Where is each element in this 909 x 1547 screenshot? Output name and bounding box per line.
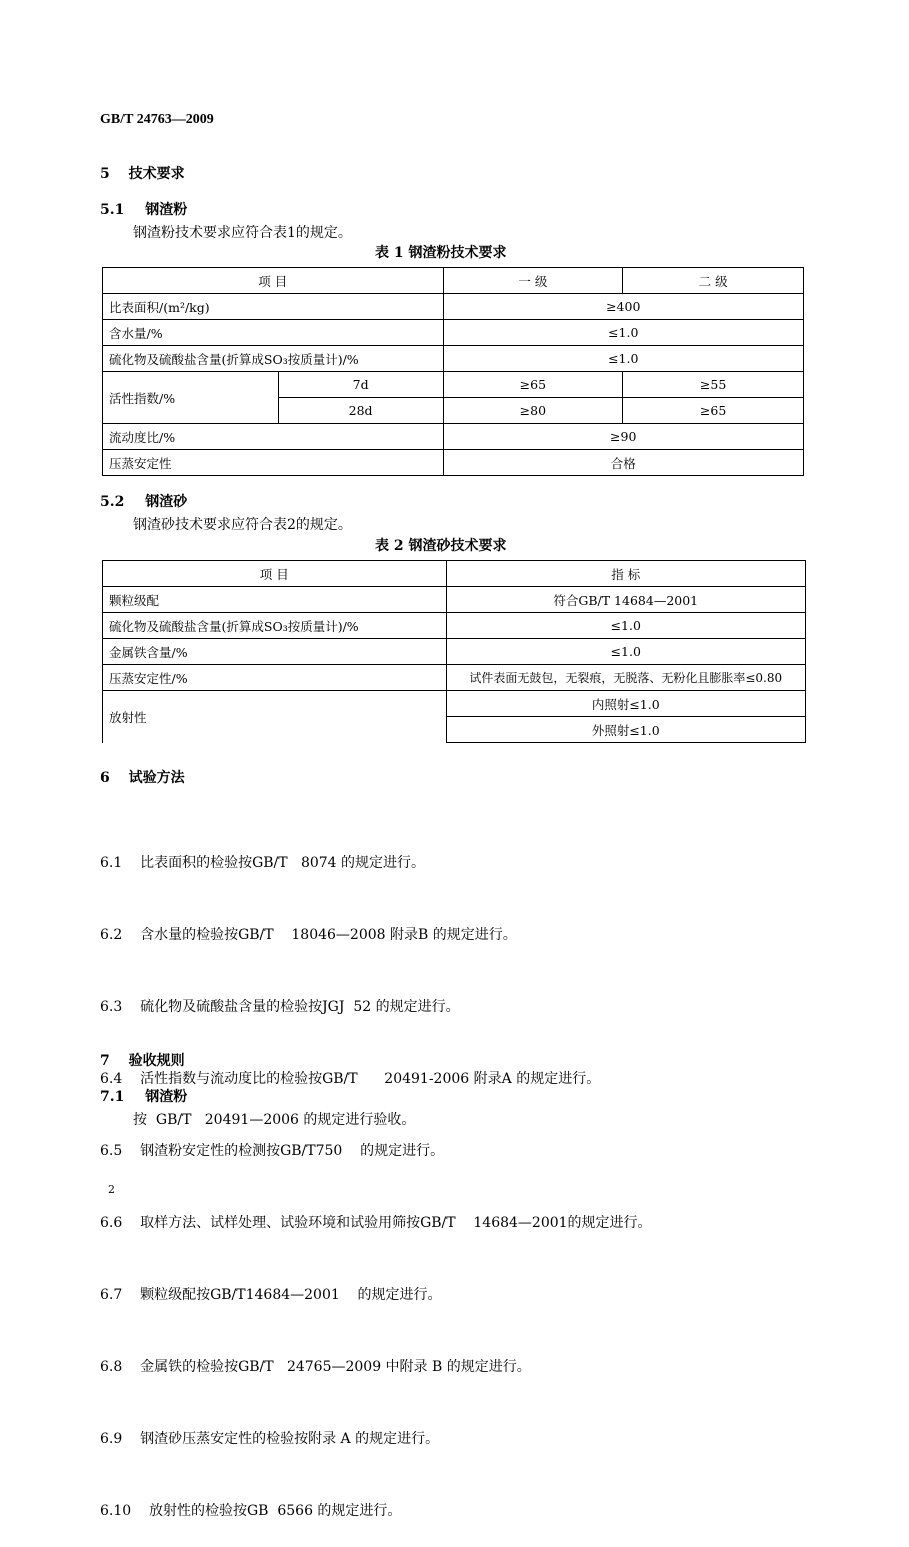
page-number: 2: [108, 1183, 115, 1196]
table-header-cell: 项 目: [103, 268, 444, 294]
section-6-heading: [100, 767, 185, 787]
table-cell: ≥65: [623, 398, 804, 424]
table-cell: 硫化物及硫酸盐含量(折算成SO₃按质量计)/%: [103, 346, 444, 372]
table-cell: 活性指数/%: [103, 372, 279, 424]
section-5-2-number: 5.2: [100, 494, 125, 510]
table-row: [103, 372, 804, 398]
table-cell: 金属铁含量/%: [103, 639, 447, 665]
table-header-cell: 一 级: [443, 268, 623, 294]
section-7-1-heading: [100, 1086, 187, 1106]
list-item: 6.8 金属铁的检验按GB/T 24765—2009 中附录 B 的规定进行。: [100, 1359, 531, 1375]
table-row: [103, 346, 804, 372]
section-5-number: 5: [100, 166, 110, 182]
table-row: [103, 639, 806, 665]
standard-number: GB/T 24763—2009: [100, 112, 214, 127]
section-7-1-text: 按 GB/T 20491—2006 的规定进行验收。: [133, 1112, 416, 1128]
table-cell: ≤1.0: [443, 346, 804, 372]
list-item: 6.4 活性指数与流动度比的检验按GB/T 20491-2006 附录A 的规定进行。: [100, 1071, 601, 1087]
section-7-1-number: 7.1: [100, 1089, 125, 1105]
section-6-title: 试验方法: [128, 770, 185, 786]
table-cell: 合格: [443, 450, 804, 476]
table-cell: 颗粒级配: [103, 587, 447, 613]
section-5-2-title: 钢渣砂: [145, 494, 188, 510]
table-cell: 内照射≤1.0: [446, 691, 806, 717]
test-method-list: [100, 803, 652, 1547]
table-row: [103, 450, 804, 476]
list-item: 6.1 比表面积的检验按GB/T 8074 的规定进行。: [100, 855, 426, 871]
table-header-cell: 二 级: [623, 268, 804, 294]
table-cell: ≥400: [443, 294, 804, 320]
table-2-caption: 表 2 钢渣砂技术要求: [375, 538, 507, 554]
table-row: [103, 613, 806, 639]
table-row: [103, 320, 804, 346]
table-cell: ≥80: [443, 398, 623, 424]
table-cell: ≥65: [443, 372, 623, 398]
list-item: 6.7 颗粒级配按GB/T14684—2001 的规定进行。: [100, 1287, 442, 1303]
section-5-heading: [100, 163, 185, 183]
list-item: 6.10 放射性的检验按GB 6566 的规定进行。: [100, 1503, 402, 1519]
table-cell: 流动度比/%: [103, 424, 444, 450]
table-cell: 硫化物及硫酸盐含量(折算成SO₃按质量计)/%: [103, 613, 447, 639]
list-item: 6.2 含水量的检验按GB/T 18046—2008 附录B 的规定进行。: [100, 927, 517, 943]
table-cell: 外照射≤1.0: [446, 717, 806, 743]
section-7-title: 验收规则: [128, 1053, 185, 1069]
section-7-number: 7: [100, 1053, 110, 1069]
table-1: [102, 267, 804, 476]
section-5-1-number: 5.1: [100, 202, 125, 218]
table-cell: ≥55: [623, 372, 804, 398]
table-cell: 试件表面无鼓包，无裂痕，无脱落、无粉化且膨胀率≤0.80: [446, 665, 806, 691]
table-cell: 含水量/%: [103, 320, 444, 346]
table-row: [103, 268, 804, 294]
table-cell: ≤1.0: [443, 320, 804, 346]
table-cell: 28d: [278, 398, 443, 424]
section-7-heading: [100, 1050, 185, 1070]
table-cell: 压蒸安定性: [103, 450, 444, 476]
list-item: 6.3 硫化物及硫酸盐含量的检验按JGJ 52 的规定进行。: [100, 999, 460, 1015]
section-5-1-text: 钢渣粉技术要求应符合表1的规定。: [133, 225, 352, 241]
section-5-2-heading: [100, 491, 187, 511]
table-row: [103, 294, 804, 320]
list-item: 6.6 取样方法、试样处理、试验环境和试验用筛按GB/T 14684—2001的规定进行。: [100, 1215, 652, 1231]
table-row: [103, 587, 806, 613]
table-cell: 7d: [278, 372, 443, 398]
section-5-2-text: 钢渣砂技术要求应符合表2的规定。: [133, 517, 352, 533]
section-7-1-title: 钢渣粉: [145, 1089, 188, 1105]
table-row: [103, 691, 806, 717]
table-row: [103, 561, 806, 587]
section-5-1-title: 钢渣粉: [145, 202, 188, 218]
table-cell: ≤1.0: [446, 639, 806, 665]
table-cell: 压蒸安定性/%: [103, 665, 447, 691]
list-item: 6.5 钢渣粉安定性的检测按GB/T750 的规定进行。: [100, 1143, 445, 1159]
table-header-cell: 项 目: [103, 561, 447, 587]
table-1-caption: 表 1 钢渣粉技术要求: [375, 245, 507, 261]
table-row: [103, 424, 804, 450]
table-cell: 放射性: [103, 691, 447, 743]
table-cell: 比表面积/(m²/kg): [103, 294, 444, 320]
table-cell: ≤1.0: [446, 613, 806, 639]
section-5-title: 技术要求: [128, 166, 185, 182]
section-6-number: 6: [100, 770, 110, 786]
list-item: 6.9 钢渣砂压蒸安定性的检验按附录 A 的规定进行。: [100, 1431, 440, 1447]
section-5-1-heading: [100, 199, 187, 219]
table-header-cell: 指 标: [446, 561, 806, 587]
table-row: [103, 665, 806, 691]
table-2: [102, 560, 806, 743]
table-cell: ≥90: [443, 424, 804, 450]
table-cell: 符合GB/T 14684—2001: [446, 587, 806, 613]
